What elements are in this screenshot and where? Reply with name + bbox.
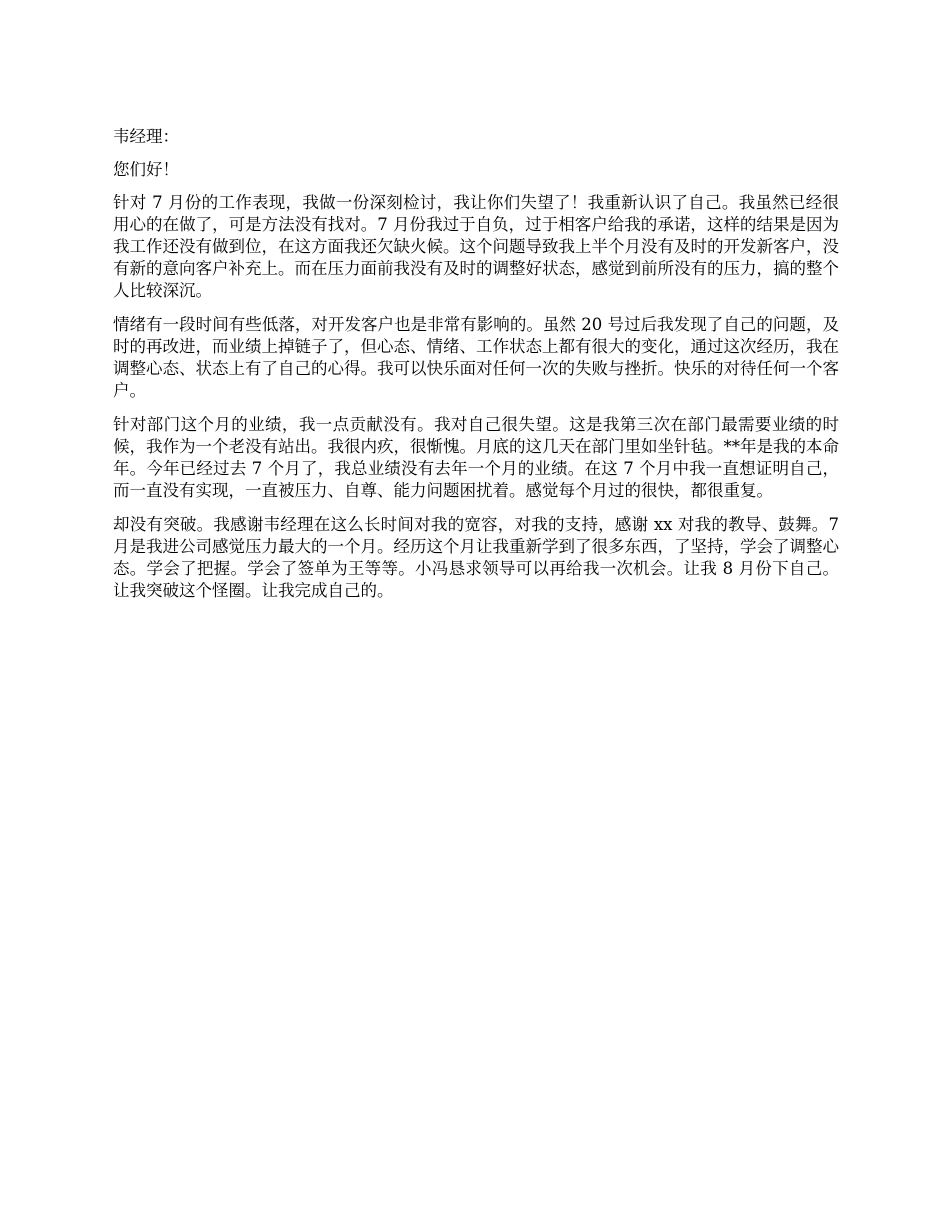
letter-paragraph-2: 情绪有一段时间有些低落，对开发客户也是非常有影响的。虽然 20 号过后我发现了自己的问题，及时的再改进，而业绩上掉链子了，但心态、情绪、工作状态上都有很大的变化，通过这次经历，我在调整心态、状态上有了自己的心得。我可以快乐面对任何一次的失败与挫折。快乐的对待任何一个客户。 (113, 315, 839, 400)
letter-paragraph-1: 针对 7 月份的工作表现，我做一份深刻检讨，我让你们失望了！我重新认识了自己。我虽然已经很用心的在做了，可是方法没有找对。7 月份我过于自负，过于相客户给我的承诺，这样的结果是因为我工作还没有做到位，在这方面我还欠缺火候。这个问题导致我上半个月没有及时的开发新客户，没有新的意向客户补充上。而在压力面前我没有及时的调整好状态，感觉到前所没有的压力，搞的整个人比较深沉。 (113, 193, 839, 300)
letter-salutation: 韦经理： (113, 127, 179, 146)
letter-greeting: 您们好！ (113, 160, 179, 179)
letter-paragraph-4: 却没有突破。我感谢韦经理在这么长时间对我的宽容，对我的支持，感谢 xx 对我的教导、鼓舞。7 月是我进公司感觉压力最大的一个月。经历这个月让我重新学到了很多东西，了坚持，学会了调整心态。学会了把握。学会了签单为王等等。小冯恳求领导可以再给我一次机会。让我 8 月份下自己。让我突破这个怪圈。让我完成自己的。 (113, 515, 839, 600)
letter-body (113, 126, 839, 614)
letter-paragraph-3: 针对部门这个月的业绩，我一点贡献没有。我对自己很失望。这是我第三次在部门最需要业绩的时候，我作为一个老没有站出。我很内疚，很惭愧。月底的这几天在部门里如坐针毡。**年是我的本命年。今年已经过去 7 个月了，我总业绩没有去年一个月的业绩。在这 7 个月中我一直想证明自己，而一直没有实现，一直被压力、自尊、能力问题困扰着。感觉每个月过的很快，都很重复。 (113, 415, 839, 500)
